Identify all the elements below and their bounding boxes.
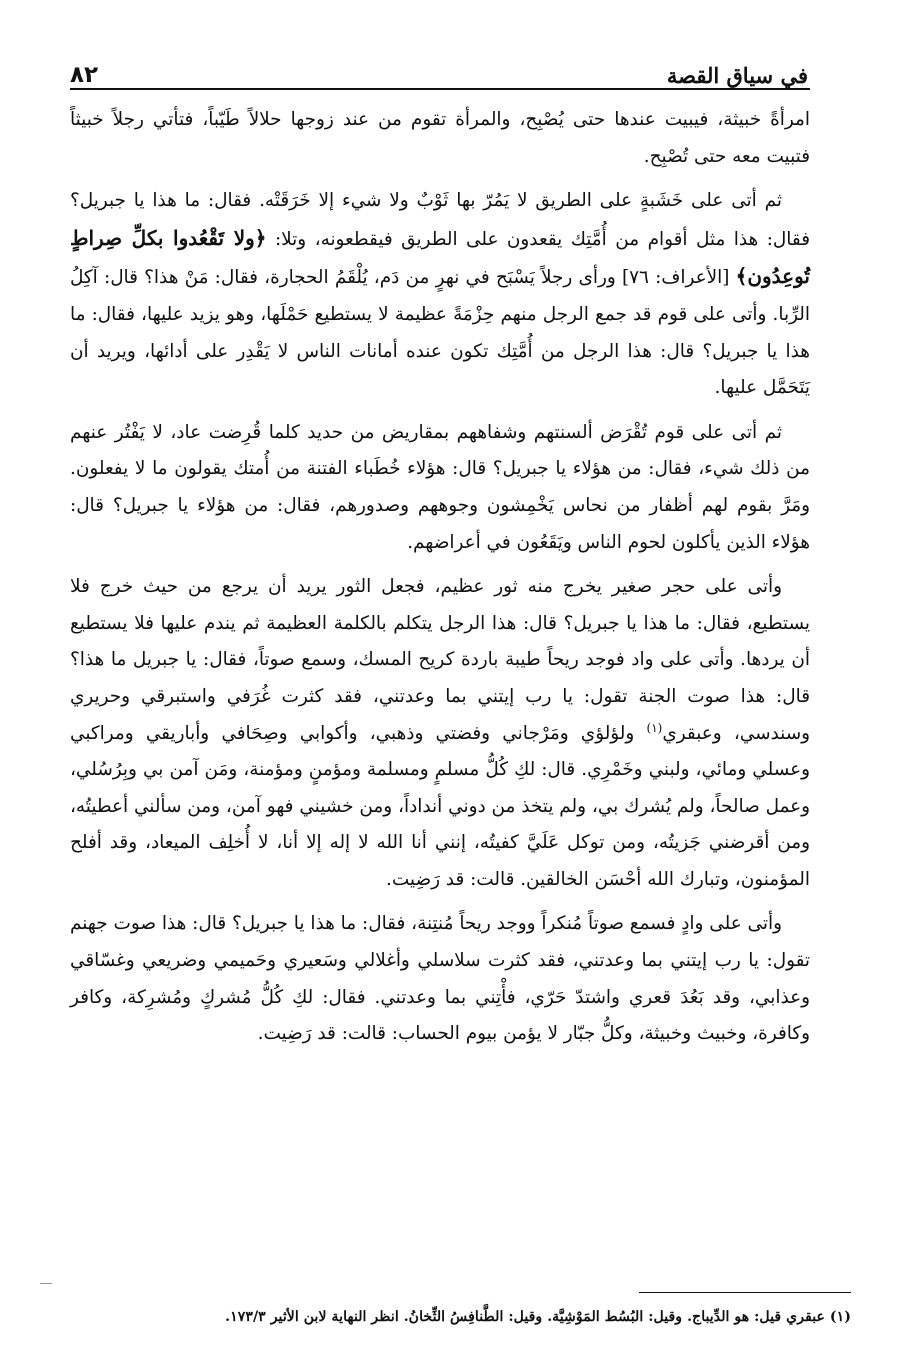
- paragraph-1: امرأةً خبيثة، فيبيت عندها حتى يُصْبِح، والمرأة تقوم من عند زوجها حلالاً طَيّباً، فتأتي رجلاً خبيثاً فتبيت معه حتى تُصْبِح.: [70, 109, 810, 167]
- paragraph-4-part-b: ولؤلؤي ومَرْجاني وفضتي وذهبي، وأكوابي وصِحَافي وأباريقي ومراكبي وعسلي ومائي، ولبني وخَمْرِي. قال: لكِ كُلُّ مسلمٍ ومسلمة ومؤمنٍ ومؤمنة، ومَن آمن بي وبِرُسُلي، وعمل صالحاً، ولم يُشرك بي، ولم يتخذ من دوني أنداداً، ومن خشيني فهو آمن، ومن سألني أعطيتُه، ومن أقرضني جَزيتُه، ومن توكل عَلَيَّ كفيتُه، إنني أنا الله لا إله إلا أنا، لا أُخلِف الميعاد، وقد أفلح المؤمنون، وتبارك الله أحْسَن الخالقين. قالت: قد رَضِيت.: [70, 722, 810, 890]
- running-title: في سياق القصة: [666, 63, 808, 88]
- paragraph-5: وأتى على وادٍ فسمع صوتاً مُنكراً ووجد ريحاً مُنتِنة، فقال: ما هذا يا جبريل؟ قال: هذا صوت جهنم تقول: يا رب إيتني بما وعدتني، فقد كثرت سلاسلي وأغلالي وسَعيري وحَميمي وضريعي وغسّاقي وعذابي، وقد بَعُدَ قعري واشتدّ حَرّي، فأْتِني بما وعدتني. فقال: لكِ كُلُّ مُشركٍ ومُشرِكة، وكافر وكافرة، وخبيث وخبيثة، وكلُّ جبّار لا يؤمن بيوم الحساب: قالت: قد رَضِيت.: [70, 913, 810, 1045]
- footnote-divider: [639, 1292, 851, 1293]
- main-text: [70, 102, 810, 1053]
- paragraph-2-part-b: [الأعراف: ٧٦] ورأى رجلاً يَسْبَح في نهرٍ من دَم، يُلْقَمُ الحجارة، فقال: مَنْ هذا؟ قال: آكِلُ الرِّبا. وأتى على قوم قد جمع الرجل منهم حِزْمَةً عظيمة لا يستطيع حَمْلَها، وهو يزيد عليها، فقال: ما هذا يا جبريل؟ قال: هذا الرجل من أُمَّتِك تكون عنده أمانات الناس لا يَقْدِر على أدائها، ويريد أن يَتَحَمَّل عليها.: [70, 267, 811, 399]
- footnote: (١) عبقري قيل: هو الدِّيباج. وقيل: البُسُط المَوْشِيَّة. وقيل: الطَّنافِسُ الثِّخانُ. انظر النهاية لابن الأثير ١٧٣/٣.: [225, 1309, 851, 1325]
- book-page: [70, 52, 810, 1061]
- paragraph-3: ثم أتى على قوم تُقْرَض ألسنتهم وشفاههم بمقاريض من حديد كلما قُرِضت عاد، لا يَفْتُر عنهم من ذلك شيء، فقال: من هؤلاء يا جبريل؟ قال: هؤلاء خُطَباء الفتنة من أُمتك يقولون ما لا يفعلون. ومَرَّ بقوم لهم أظفار من نحاس يَخْمِشون وجوههم وصدورهم، فقال: من هؤلاء يا جبريل؟ قال: هؤلاء الذين يأكلون لحوم الناس ويَقَعُون في أعراضهم.: [70, 421, 810, 553]
- paragraph-4-part-a: وأتى على حجر صغير يخرج منه ثور عظيم، فجعل الثور يريد أن يرجع من حيث خرج فلا يستطيع، فقال: ما هذا يا جبريل؟ قال: هذا الرجل يتكلم بالكلمة العظيمة ثم يندم عليها فلا يستطيع أن يردها. وأتى على واد فوجد ريحاً طيبة باردة كريح المسك، وسمع صوتاً، فقال: يا جبريل ما هذا؟ قال: هذا صوت الجنة تقول: يا رب إيتني بما وعدتني، فقد كثرت غُرَفي واستبرقي وحريري وسندسي، وعبقري: [70, 576, 810, 744]
- footnote-reference: (١): [646, 720, 663, 735]
- margin-mark: [40, 1283, 52, 1284]
- paragraph-2: [70, 183, 810, 407]
- quran-verse: ﴿ولا تَقْعُدوا بكلِّ صِراطٍ تُوعِدُون﴾: [70, 225, 810, 289]
- page-header: [70, 52, 810, 90]
- page-number: ٨٢: [70, 62, 99, 88]
- paragraph-2-part-a: ثم أتى على خَشَبةٍ على الطريق لا يَمُرّ بها ثَوْبٌ ولا شيء إلا خَرَقَتْه. فقال: ما هذا يا جبريل؟ فقال: هذا مثل أقوام من أُمَّتِك يقعدون على الطريق فيقطعونه، وتلا:: [70, 190, 810, 250]
- paragraph-4: [70, 569, 810, 898]
